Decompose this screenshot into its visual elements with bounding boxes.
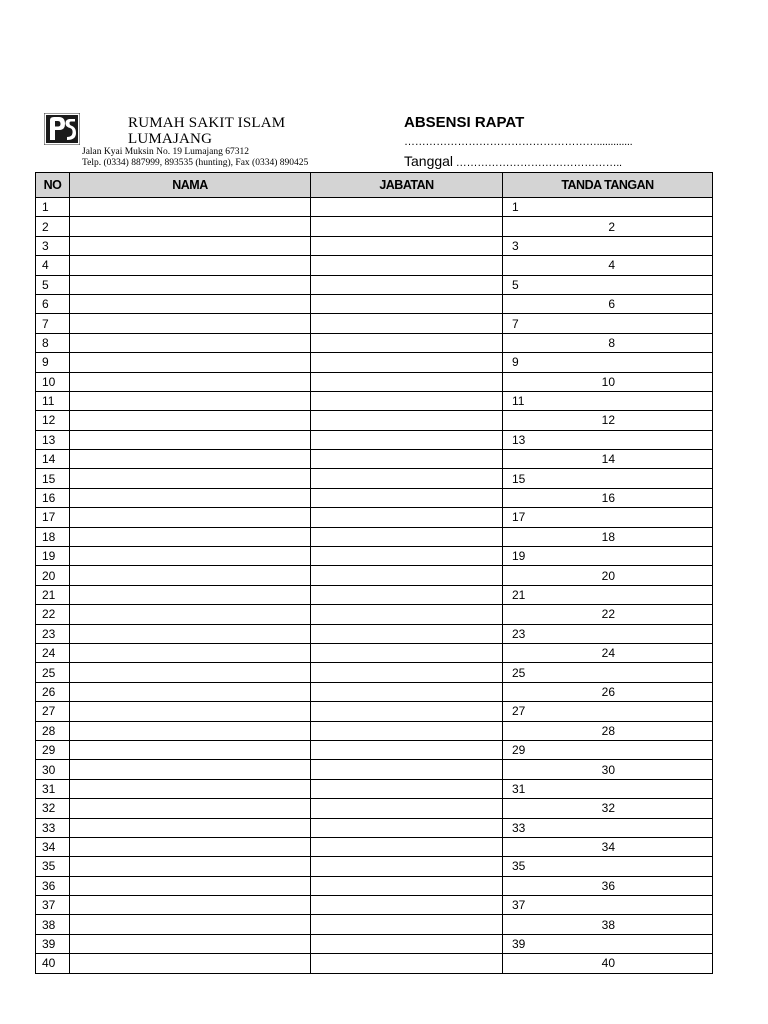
nama-cell[interactable] xyxy=(70,760,311,779)
signature-cell[interactable] xyxy=(503,799,713,818)
nama-cell[interactable] xyxy=(70,314,311,333)
row-number: 31 xyxy=(36,779,70,798)
row-number: 37 xyxy=(36,896,70,915)
table-row xyxy=(36,198,713,217)
nama-cell[interactable] xyxy=(70,488,311,507)
row-number: 19 xyxy=(36,547,70,566)
nama-cell[interactable] xyxy=(70,198,311,217)
nama-cell[interactable] xyxy=(70,915,311,934)
table-row xyxy=(36,411,713,430)
jabatan-cell[interactable] xyxy=(311,682,503,701)
signature-number: 6 xyxy=(608,297,615,312)
nama-cell[interactable] xyxy=(70,333,311,352)
document-title: ABSENSI RAPAT xyxy=(404,114,525,131)
row-number: 15 xyxy=(36,469,70,488)
signature-number: 2 xyxy=(608,219,615,234)
column-header-jabatan: JABATAN xyxy=(311,173,503,198)
signature-cell[interactable] xyxy=(503,217,713,236)
signature-number: 40 xyxy=(601,956,615,971)
signature-cell[interactable] xyxy=(503,333,713,352)
signature-cell[interactable] xyxy=(503,236,713,255)
signature-number: 11 xyxy=(512,394,525,409)
jabatan-cell[interactable] xyxy=(311,275,503,294)
signature-number: 30 xyxy=(601,762,615,777)
nama-cell[interactable] xyxy=(70,411,311,430)
table-row xyxy=(36,294,713,313)
table-row xyxy=(36,469,713,488)
signature-number: 22 xyxy=(601,607,615,622)
signature-cell[interactable] xyxy=(503,760,713,779)
table-row xyxy=(36,779,713,798)
row-number: 32 xyxy=(36,799,70,818)
table-row xyxy=(36,256,713,275)
table-row xyxy=(36,896,713,915)
jabatan-cell[interactable] xyxy=(311,391,503,410)
table-row xyxy=(36,624,713,643)
table-row xyxy=(36,702,713,721)
table-row xyxy=(36,605,713,624)
nama-cell[interactable] xyxy=(70,663,311,682)
nama-cell[interactable] xyxy=(70,682,311,701)
table-row xyxy=(36,566,713,585)
signature-cell[interactable] xyxy=(503,294,713,313)
row-number: 22 xyxy=(36,605,70,624)
row-number: 39 xyxy=(36,934,70,953)
row-number: 40 xyxy=(36,954,70,973)
signature-cell[interactable] xyxy=(503,372,713,391)
jabatan-cell[interactable] xyxy=(311,256,503,275)
table-row xyxy=(36,217,713,236)
nama-cell[interactable] xyxy=(70,624,311,643)
signature-cell[interactable] xyxy=(503,779,713,798)
row-number: 14 xyxy=(36,450,70,469)
row-number: 38 xyxy=(36,915,70,934)
jabatan-cell[interactable] xyxy=(311,837,503,856)
jabatan-cell[interactable] xyxy=(311,663,503,682)
org-name xyxy=(128,115,285,147)
row-number: 26 xyxy=(36,682,70,701)
table-row xyxy=(36,799,713,818)
signature-number: 34 xyxy=(601,840,615,855)
row-number: 17 xyxy=(36,508,70,527)
signature-number: 18 xyxy=(601,529,615,544)
signature-cell[interactable] xyxy=(503,818,713,837)
nama-cell[interactable] xyxy=(70,256,311,275)
jabatan-cell[interactable] xyxy=(311,624,503,643)
table-row xyxy=(36,857,713,876)
jabatan-cell[interactable] xyxy=(311,294,503,313)
jabatan-cell[interactable] xyxy=(311,954,503,973)
signature-number: 38 xyxy=(601,917,615,932)
signature-cell[interactable] xyxy=(503,837,713,856)
signature-cell[interactable] xyxy=(503,353,713,372)
signature-cell[interactable] xyxy=(503,275,713,294)
nama-cell[interactable] xyxy=(70,547,311,566)
org-name-line1: RUMAH SAKIT ISLAM xyxy=(128,115,286,131)
signature-cell[interactable] xyxy=(503,256,713,275)
signature-number: 39 xyxy=(512,937,526,952)
table-row xyxy=(36,954,713,973)
jabatan-cell[interactable] xyxy=(311,430,503,449)
nama-cell[interactable] xyxy=(70,217,311,236)
row-number: 35 xyxy=(36,857,70,876)
row-number: 6 xyxy=(36,294,70,313)
signature-cell[interactable] xyxy=(503,702,713,721)
date-line xyxy=(404,153,622,169)
table-row xyxy=(36,508,713,527)
row-number: 9 xyxy=(36,353,70,372)
table-row xyxy=(36,333,713,352)
row-number: 34 xyxy=(36,837,70,856)
signature-number: 3 xyxy=(512,238,519,253)
table-row xyxy=(36,430,713,449)
signature-cell[interactable] xyxy=(503,547,713,566)
table-row xyxy=(36,915,713,934)
signature-cell[interactable] xyxy=(503,450,713,469)
row-number: 30 xyxy=(36,760,70,779)
jabatan-cell[interactable] xyxy=(311,799,503,818)
signature-number: 29 xyxy=(512,743,526,758)
signature-cell[interactable] xyxy=(503,566,713,585)
nama-cell[interactable] xyxy=(70,469,311,488)
signature-cell[interactable] xyxy=(503,721,713,740)
nama-cell[interactable] xyxy=(70,391,311,410)
table-row xyxy=(36,547,713,566)
row-number: 25 xyxy=(36,663,70,682)
table-row xyxy=(36,721,713,740)
nama-cell[interactable] xyxy=(70,585,311,604)
table-row xyxy=(36,488,713,507)
signature-number: 37 xyxy=(512,898,526,913)
date-blank: ……………………………………….. xyxy=(453,157,622,169)
table-row xyxy=(36,353,713,372)
jabatan-cell[interactable] xyxy=(311,450,503,469)
signature-cell[interactable] xyxy=(503,605,713,624)
jabatan-cell[interactable] xyxy=(311,353,503,372)
signature-number: 26 xyxy=(601,684,615,699)
signature-number: 25 xyxy=(512,665,526,680)
jabatan-cell[interactable] xyxy=(311,896,503,915)
row-number: 12 xyxy=(36,411,70,430)
signature-cell[interactable] xyxy=(503,198,713,217)
jabatan-cell[interactable] xyxy=(311,915,503,934)
table-row xyxy=(36,818,713,837)
jabatan-cell[interactable] xyxy=(311,740,503,759)
table-row xyxy=(36,236,713,255)
signature-cell[interactable] xyxy=(503,934,713,953)
jabatan-cell[interactable] xyxy=(311,760,503,779)
jabatan-cell[interactable] xyxy=(311,508,503,527)
jabatan-cell[interactable] xyxy=(311,876,503,895)
signature-number: 12 xyxy=(601,413,615,428)
signature-number: 10 xyxy=(601,374,615,389)
nama-cell[interactable] xyxy=(70,430,311,449)
column-header-nama: NAMA xyxy=(70,173,311,198)
nama-cell[interactable] xyxy=(70,702,311,721)
table-row xyxy=(36,682,713,701)
nama-cell[interactable] xyxy=(70,527,311,546)
row-number: 7 xyxy=(36,314,70,333)
row-number: 1 xyxy=(36,198,70,217)
org-address: Jalan Kyai Muksin No. 19 Lumajang 67312 xyxy=(82,147,250,157)
jabatan-cell[interactable] xyxy=(311,547,503,566)
row-number: 28 xyxy=(36,721,70,740)
jabatan-cell[interactable] xyxy=(311,411,503,430)
row-number: 16 xyxy=(36,488,70,507)
row-number: 2 xyxy=(36,217,70,236)
nama-cell[interactable] xyxy=(70,779,311,798)
nama-cell[interactable] xyxy=(70,934,311,953)
signature-number: 15 xyxy=(512,471,526,486)
nama-cell[interactable] xyxy=(70,799,311,818)
signature-number: 8 xyxy=(608,335,615,350)
date-label: Tanggal xyxy=(404,153,454,169)
table-row xyxy=(36,450,713,469)
signature-number: 13 xyxy=(512,432,526,447)
signature-number: 17 xyxy=(512,510,526,525)
jabatan-cell[interactable] xyxy=(311,702,503,721)
jabatan-cell[interactable] xyxy=(311,372,503,391)
signature-number: 16 xyxy=(601,491,615,506)
table-row xyxy=(36,372,713,391)
signature-cell[interactable] xyxy=(503,469,713,488)
row-number: 27 xyxy=(36,702,70,721)
table-row xyxy=(36,314,713,333)
nama-cell[interactable] xyxy=(70,294,311,313)
jabatan-cell[interactable] xyxy=(311,236,503,255)
nama-cell[interactable] xyxy=(70,605,311,624)
signature-number: 7 xyxy=(512,316,519,331)
jabatan-cell[interactable] xyxy=(311,469,503,488)
nama-cell[interactable] xyxy=(70,857,311,876)
signature-cell[interactable] xyxy=(503,857,713,876)
signature-cell[interactable] xyxy=(503,740,713,759)
signature-number: 27 xyxy=(512,704,526,719)
table-row xyxy=(36,527,713,546)
signature-cell[interactable] xyxy=(503,391,713,410)
signature-number: 5 xyxy=(512,277,519,292)
signature-number: 36 xyxy=(601,878,615,893)
nama-cell[interactable] xyxy=(70,236,311,255)
nama-cell[interactable] xyxy=(70,372,311,391)
hospital-logo-icon xyxy=(44,113,80,145)
table-row xyxy=(36,585,713,604)
signature-cell[interactable] xyxy=(503,682,713,701)
signature-number: 28 xyxy=(601,723,615,738)
table-row xyxy=(36,643,713,662)
org-name-line2: LUMAJANG xyxy=(128,131,213,147)
signature-cell[interactable] xyxy=(503,915,713,934)
nama-cell[interactable] xyxy=(70,837,311,856)
nama-cell[interactable] xyxy=(70,954,311,973)
row-number: 3 xyxy=(36,236,70,255)
row-number: 36 xyxy=(36,876,70,895)
nama-cell[interactable] xyxy=(70,818,311,837)
nama-cell[interactable] xyxy=(70,566,311,585)
signature-cell[interactable] xyxy=(503,876,713,895)
signature-number: 23 xyxy=(512,626,526,641)
signature-number: 4 xyxy=(608,258,615,273)
nama-cell[interactable] xyxy=(70,508,311,527)
row-number: 33 xyxy=(36,818,70,837)
attendance-table xyxy=(35,172,713,974)
jabatan-cell[interactable] xyxy=(311,721,503,740)
jabatan-cell[interactable] xyxy=(311,217,503,236)
nama-cell[interactable] xyxy=(70,740,311,759)
signature-number: 21 xyxy=(512,588,526,602)
nama-cell[interactable] xyxy=(70,876,311,895)
signature-number: 24 xyxy=(601,646,615,661)
row-number: 20 xyxy=(36,566,70,585)
column-header-tanda-tangan: TANDA TANGAN xyxy=(503,173,713,198)
signature-number: 35 xyxy=(512,859,526,874)
signature-cell[interactable] xyxy=(503,411,713,430)
row-number: 5 xyxy=(36,275,70,294)
signature-number: 1 xyxy=(512,200,519,215)
table-row xyxy=(36,876,713,895)
jabatan-cell[interactable] xyxy=(311,934,503,953)
signature-number: 19 xyxy=(512,549,526,564)
jabatan-cell[interactable] xyxy=(311,818,503,837)
signature-cell[interactable] xyxy=(503,643,713,662)
nama-cell[interactable] xyxy=(70,275,311,294)
signature-number: 33 xyxy=(512,820,526,835)
nama-cell[interactable] xyxy=(70,896,311,915)
signature-cell[interactable] xyxy=(503,430,713,449)
row-number: 11 xyxy=(36,391,70,410)
jabatan-cell[interactable] xyxy=(311,643,503,662)
jabatan-cell[interactable] xyxy=(311,585,503,604)
jabatan-cell[interactable] xyxy=(311,857,503,876)
signature-number: 9 xyxy=(512,355,519,370)
nama-cell[interactable] xyxy=(70,450,311,469)
signature-number: 32 xyxy=(601,801,615,816)
signature-cell[interactable] xyxy=(503,314,713,333)
signature-cell[interactable] xyxy=(503,663,713,682)
nama-cell[interactable] xyxy=(70,721,311,740)
jabatan-cell[interactable] xyxy=(311,566,503,585)
jabatan-cell[interactable] xyxy=(311,198,503,217)
table-row xyxy=(36,275,713,294)
table-row xyxy=(36,391,713,410)
nama-cell[interactable] xyxy=(70,353,311,372)
column-header-no: NO xyxy=(36,173,70,198)
table-row xyxy=(36,837,713,856)
nama-cell[interactable] xyxy=(70,643,311,662)
row-number: 21 xyxy=(36,585,70,604)
table-header-row xyxy=(36,173,713,198)
row-number: 23 xyxy=(36,624,70,643)
jabatan-cell[interactable] xyxy=(311,333,503,352)
signature-cell[interactable] xyxy=(503,585,713,604)
signature-cell[interactable] xyxy=(503,624,713,643)
signature-number: 31 xyxy=(512,781,526,796)
row-number: 4 xyxy=(36,256,70,275)
jabatan-cell[interactable] xyxy=(311,779,503,798)
meeting-name-blank: ………………………………………………............. xyxy=(404,136,633,148)
jabatan-cell[interactable] xyxy=(311,488,503,507)
row-number: 18 xyxy=(36,527,70,546)
signature-cell[interactable] xyxy=(503,488,713,507)
org-address-block xyxy=(82,147,308,169)
row-number: 29 xyxy=(36,740,70,759)
signature-number: 20 xyxy=(601,568,615,583)
signature-cell[interactable] xyxy=(503,896,713,915)
signature-cell[interactable] xyxy=(503,954,713,973)
table-row xyxy=(36,663,713,682)
signature-cell[interactable] xyxy=(503,527,713,546)
jabatan-cell[interactable] xyxy=(311,605,503,624)
org-phone: Telp. (0334) 887999, 893535 (hunting), Fax (0334) 890425 xyxy=(82,158,309,168)
table-row xyxy=(36,740,713,759)
jabatan-cell[interactable] xyxy=(311,527,503,546)
row-number: 8 xyxy=(36,333,70,352)
row-number: 13 xyxy=(36,430,70,449)
row-number: 24 xyxy=(36,643,70,662)
jabatan-cell[interactable] xyxy=(311,314,503,333)
row-number: 10 xyxy=(36,372,70,391)
signature-cell[interactable] xyxy=(503,508,713,527)
signature-number: 14 xyxy=(601,452,615,467)
table-row xyxy=(36,760,713,779)
table-row xyxy=(36,934,713,953)
